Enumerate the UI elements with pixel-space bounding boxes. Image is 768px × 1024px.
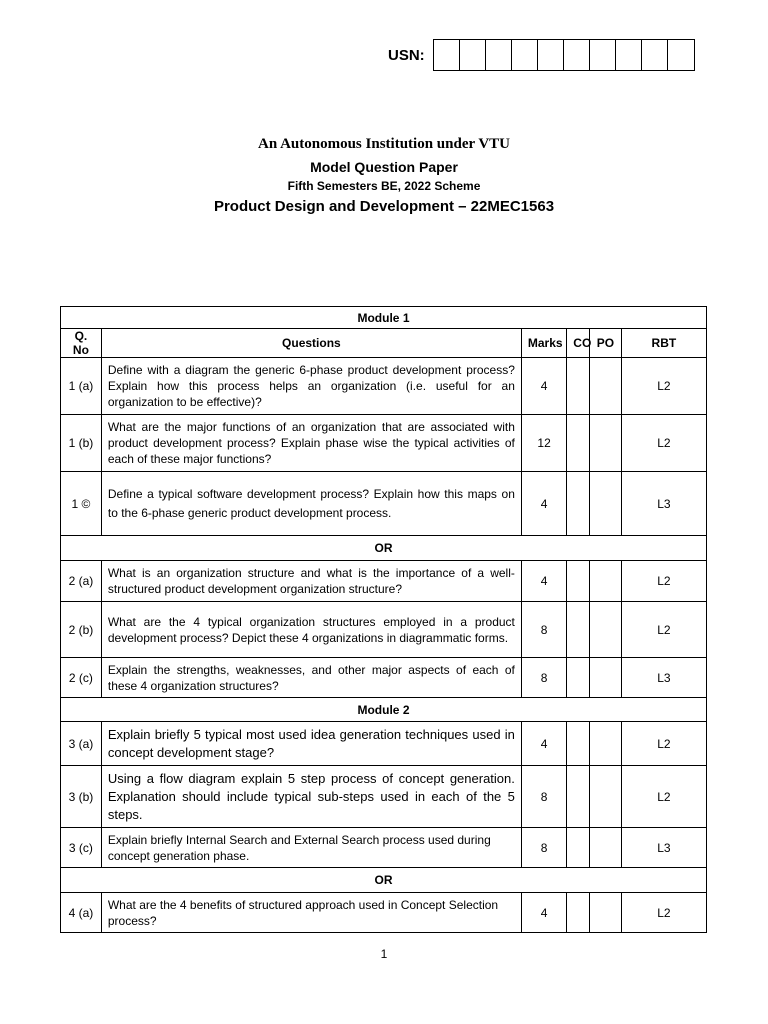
module-header-row (61, 698, 707, 722)
rbt-cell: L3 (621, 658, 706, 698)
question-cell: Using a flow diagram explain 5 step process of concept generation. Explanation should include typical sub-steps used in each of the 5 steps. (101, 766, 521, 828)
marks-cell: 4 (521, 561, 566, 602)
table-row (61, 658, 707, 698)
po-cell (590, 722, 622, 766)
module-header-row (61, 307, 707, 329)
question-cell: What is an organization structure and what is the importance of a well-structured product development organization structure? (101, 561, 521, 602)
question-cell: Define with a diagram the generic 6-phase product development process? Explain how this process helps an organization (i.e. useful for an organization to be effective)? (101, 358, 521, 415)
marks-cell: 4 (521, 472, 566, 536)
page-number: 1 (380, 947, 388, 961)
marks-cell: 4 (521, 722, 566, 766)
marks-cell: 8 (521, 602, 566, 658)
col-marks: Marks (521, 329, 566, 358)
question-cell: Explain briefly Internal Search and External Search process used during concept generation phase. (101, 828, 521, 868)
col-qno: Q. No (61, 329, 102, 358)
or-separator: OR (61, 536, 707, 561)
usn-label: USN: (388, 46, 425, 64)
usn-box[interactable] (538, 40, 564, 70)
qno-cell: 4 (a) (61, 893, 102, 933)
co-cell (567, 722, 590, 766)
co-cell (567, 828, 590, 868)
co-cell (567, 602, 590, 658)
or-row (61, 868, 707, 893)
rbt-cell: L2 (621, 722, 706, 766)
marks-cell: 8 (521, 658, 566, 698)
col-rbt: RBT (621, 329, 706, 358)
po-cell (590, 472, 622, 536)
column-header-row (61, 329, 707, 358)
usn-box[interactable] (564, 40, 590, 70)
po-cell (590, 561, 622, 602)
marks-cell: 4 (521, 358, 566, 415)
table-row (61, 472, 707, 536)
usn-box[interactable] (668, 40, 694, 70)
question-table (60, 306, 707, 933)
table-row (61, 828, 707, 868)
table-row (61, 561, 707, 602)
module-2-heading: Module 2 (61, 698, 707, 722)
po-cell (590, 602, 622, 658)
po-cell (590, 358, 622, 415)
po-cell (590, 766, 622, 828)
institution-line: An Autonomous Institution under VTU (257, 136, 511, 152)
question-cell: Explain the strengths, weaknesses, and other major aspects of each of these 4 organization structures? (101, 658, 521, 698)
paper-header (0, 136, 768, 215)
table-row (61, 602, 707, 658)
or-row (61, 536, 707, 561)
question-cell: What are the 4 benefits of structured approach used in Concept Selection process? (101, 893, 521, 933)
course-title: Product Design and Development – 22MEC1563 (213, 198, 555, 215)
table-row (61, 358, 707, 415)
rbt-cell: L2 (621, 893, 706, 933)
rbt-cell: L3 (621, 828, 706, 868)
question-cell: Explain briefly 5 typical most used idea generation techniques used in concept development stage? (101, 722, 521, 766)
paper-type: Model Question Paper (310, 159, 458, 175)
rbt-cell: L2 (621, 766, 706, 828)
po-cell (590, 893, 622, 933)
co-cell (567, 561, 590, 602)
qno-cell: 1 © (61, 472, 102, 536)
semester-line: Fifth Semesters BE, 2022 Scheme (287, 179, 481, 193)
po-cell (590, 415, 622, 472)
col-po: PO (590, 329, 622, 358)
table-row (61, 415, 707, 472)
co-cell (567, 893, 590, 933)
co-cell (567, 658, 590, 698)
usn-box[interactable] (460, 40, 486, 70)
usn-field (388, 39, 695, 71)
question-cell: What are the major functions of an organization that are associated with product development process? Explain phase wise the typical activities of each of these major functions? (101, 415, 521, 472)
marks-cell: 4 (521, 893, 566, 933)
co-cell (567, 415, 590, 472)
usn-box[interactable] (486, 40, 512, 70)
co-cell (567, 358, 590, 415)
co-cell (567, 472, 590, 536)
table-row (61, 766, 707, 828)
module-1-heading: Module 1 (61, 307, 707, 329)
marks-cell: 8 (521, 828, 566, 868)
table-row (61, 722, 707, 766)
rbt-cell: L2 (621, 415, 706, 472)
marks-cell: 8 (521, 766, 566, 828)
rbt-cell: L2 (621, 358, 706, 415)
qno-cell: 1 (b) (61, 415, 102, 472)
co-cell (567, 766, 590, 828)
rbt-cell: L3 (621, 472, 706, 536)
qno-cell: 2 (b) (61, 602, 102, 658)
usn-box[interactable] (512, 40, 538, 70)
po-cell (590, 828, 622, 868)
question-cell: Define a typical software development process? Explain how this maps on to the 6-phase generic product development process. (101, 472, 521, 536)
question-cell: What are the 4 typical organization structures employed in a product development process? Depict these 4 organizations in diagrammatic forms. (101, 602, 521, 658)
qno-cell: 3 (c) (61, 828, 102, 868)
rbt-cell: L2 (621, 561, 706, 602)
usn-boxes[interactable] (433, 39, 695, 71)
col-questions: Questions (101, 329, 521, 358)
qno-cell: 3 (a) (61, 722, 102, 766)
qno-cell: 2 (c) (61, 658, 102, 698)
usn-box[interactable] (616, 40, 642, 70)
qno-cell: 3 (b) (61, 766, 102, 828)
usn-box[interactable] (590, 40, 616, 70)
col-co: CO (567, 329, 590, 358)
marks-cell: 12 (521, 415, 566, 472)
usn-box[interactable] (642, 40, 668, 70)
qno-cell: 1 (a) (61, 358, 102, 415)
usn-box[interactable] (434, 40, 460, 70)
rbt-cell: L2 (621, 602, 706, 658)
table-row (61, 893, 707, 933)
qno-cell: 2 (a) (61, 561, 102, 602)
or-separator: OR (61, 868, 707, 893)
po-cell (590, 658, 622, 698)
